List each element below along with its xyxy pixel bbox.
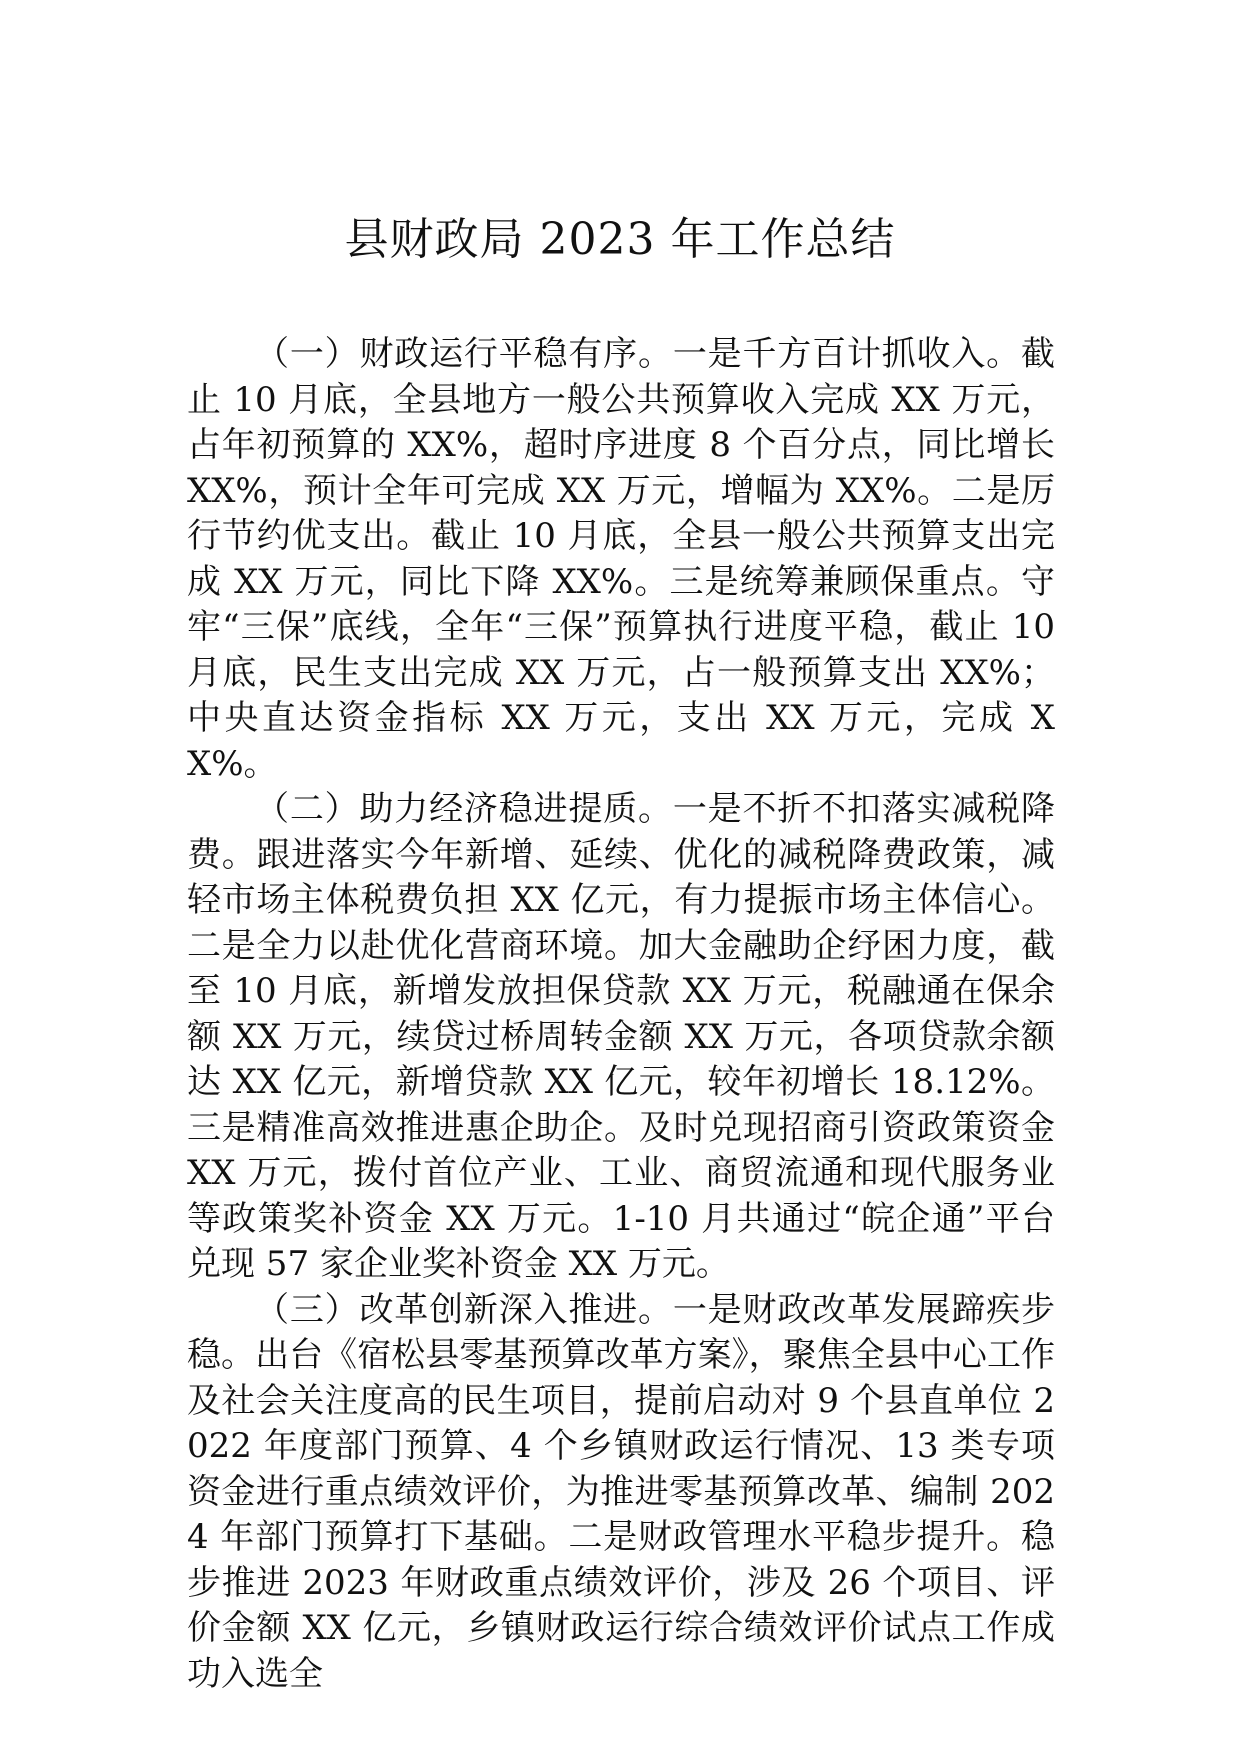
paragraph-reform-innovation: （三）改革创新深入推进。一是财政改革发展蹄疾步稳。出台《宿松县零基预算改革方案》，聚焦全县中心工作及社会关注度高的民生项目，提前启动对 9 个县直单位 2022 年度部门预算、4 个乡镇财政运行情况、13 类专项资金进行重点绩效评价，为推进零基预算改革、编制 2024 年部门预算打下基础。二是财政管理水平稳步提升。稳步推进 2023 年财政重点绩效评价，涉及 26 个项目、评价金额 XX 亿元，乡镇财政运行综合绩效评价试点工作成功入选全: [187, 1289, 1055, 1694]
paragraph-fiscal-operation: （一）财政运行平稳有序。一是千方百计抓收入。截止 10 月底，全县地方一般公共预算收入完成 XX 万元，占年初预算的 XX%，超时序进度 8 个百分点，同比增长 XX%，预计全年可完成 XX 万元，增幅为 XX%。二是厉行节约优支出。截止 10 月底，全县一般公共预算支出完成 XX 万元，同比下降 XX%。三是统筹兼顾保重点。守牢“三保”底线，全年“三保”预算执行进度平稳，截止 10 月底，民生支出完成 XX 万元，占一般预算支出 XX%；中央直达资金指标 XX 万元，支出 XX 万元，完成 XX%。: [187, 334, 1055, 784]
document-body: [187, 332, 1055, 1697]
paragraph-economic-support: （二）助力经济稳进提质。一是不折不扣落实减税降费。跟进落实今年新增、延续、优化的减税降费政策，减轻市场主体税费负担 XX 亿元，有力提振市场主体信心。二是全力以赴优化营商环境。加大金融助企纾困力度，截至 10 月底，新增发放担保贷款 XX 万元，税融通在保余额 XX 万元，续贷过桥周转金额 XX 万元，各项贷款余额达 XX 亿元，新增贷款 XX 亿元，较年初增长 18.12%。三是精准高效推进惠企助企。及时兑现招商引资政策资金 XX 万元，拨付首位产业、工业、商贸流通和现代服务业等政策奖补资金 XX 万元。1-10 月共通过“皖企通”平台兑现 57 家企业奖补资金 XX 万元。: [187, 789, 1055, 1284]
document-title: 县财政局 2023 年工作总结: [344, 214, 896, 265]
